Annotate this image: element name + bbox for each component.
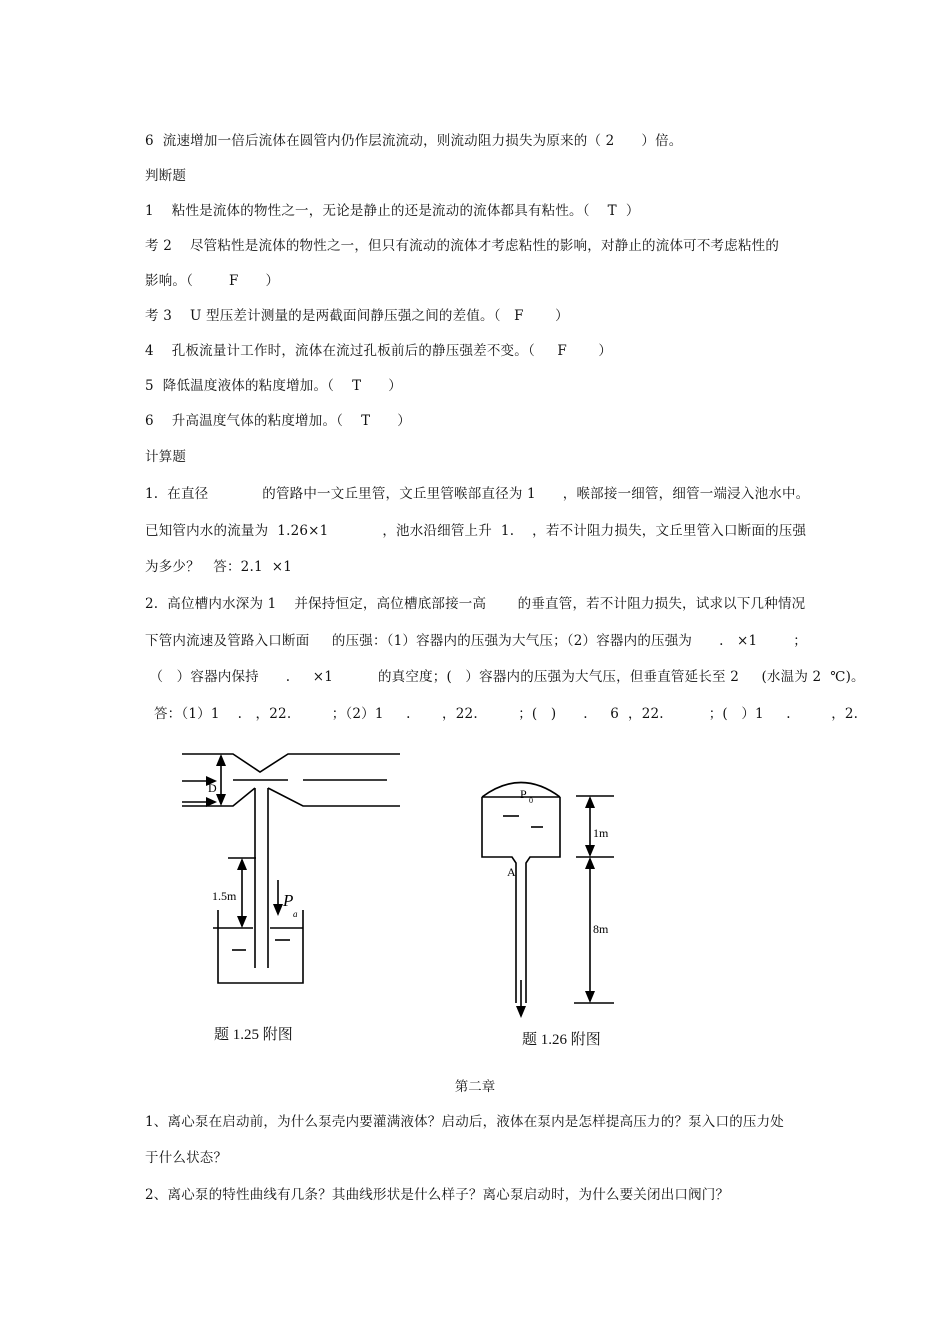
text-line-11: 1. 在直径 的管路中一文丘里管，文丘里管喉部直径为 1 ，喉部接一细管，细管一端浸入池水中。 (145, 486, 810, 502)
figure-2-arrowheads (516, 796, 595, 1018)
figure-2-label-bottom: 8m (593, 922, 609, 936)
text-line-14: 2. 高位槽内水深为 1 并保持恒定，高位槽底部接一高 的垂直管，若不计阻力损失，试求以下几种情况 (145, 596, 806, 612)
figure-1-label-p: P (283, 891, 294, 910)
text-line-6: 考 3 U 型压差计测量的是两截面间静压强之间的差值。（ F ） (145, 308, 569, 324)
text-line-13: 为多少？ 答：2.1 ×1 (145, 559, 293, 575)
figure-1-label-p-sub: a (293, 909, 298, 919)
figure-1-caption: 题 1.25 附图 (214, 1027, 293, 1043)
text-line-7: 4 孔板流量计工作时，流体在流过孔板前后的静压强差不变。（ F ） (145, 343, 613, 359)
figure-2-label-top: 1m (593, 826, 609, 840)
text-line-1: 6 流速增加一倍后流体在圆管内仍作层流流动，则流动阻力损失为原来的（ 2 ）倍。 (145, 133, 683, 149)
text-line-3: 1 粘性是流体的物性之一，无论是静止的还是流动的流体都具有粘性。（ T ） (145, 203, 640, 219)
text-line-9: 6 升高温度气体的粘度增加。（ T ） (145, 413, 411, 429)
text-line-4: 考 2 尽管粘性是流体的物性之一，但只有流动的流体才考虑粘性的影响，对静止的流体可不考虑粘性的 (145, 238, 780, 254)
text-line-17: 答：（1）1 . ，22. ；（2）1 . ，22. ；( ) . 6 ，22. ；( ）1 . ，2. (145, 706, 859, 722)
section-heading-calculation: 计算题 (145, 449, 187, 465)
figure-2-label-p: P (520, 787, 527, 801)
figure-2-label-a: A (507, 865, 516, 879)
section-heading-judgement: 判断题 (145, 168, 187, 184)
chapter-title: 第二章 (454, 1079, 496, 1095)
chapter-line-1: 1、离心泵在启动前，为什么泵壳内要灌满液体？启动后，液体在泵内是怎样提高压力的？泵入口的压力处 (145, 1114, 784, 1130)
chapter-line-2: 于什么状态？ (145, 1150, 228, 1166)
figure-1-label-height: 1.5m (212, 889, 237, 903)
text-line-5: 影响。（ F ） (145, 273, 280, 289)
figure-2-tank (482, 783, 614, 1009)
text-line-15: 下管内流速及管路入口断面 的压强：（1）容器内的压强为大气压；（2）容器内的压强为 . ×1 ； (145, 633, 807, 649)
figure-2-label-p-sub: 0 (529, 796, 533, 805)
figure-2-caption: 题 1.26 附图 (522, 1032, 601, 1048)
text-line-8: 5 降低温度液体的粘度增加。（ T ） (145, 378, 402, 394)
chapter-line-3: 2、离心泵的特性曲线有几条？其曲线形状是什么样子？离心泵启动时，为什么要关闭出口阀门？ (145, 1187, 730, 1203)
figure-1-label-d: D (208, 781, 217, 795)
text-line-12: 已知管内水的流量为 1.26×1 ，池水沿细管上升 1. ，若不计阻力损失，文丘里管入口断面的压强 (145, 523, 807, 539)
text-line-16: （ ）容器内保持 . ×1 的真空度；( ）容器内的压强为大气压，但垂直管延长至 2 (水温为 2 ℃)。 (145, 669, 865, 685)
